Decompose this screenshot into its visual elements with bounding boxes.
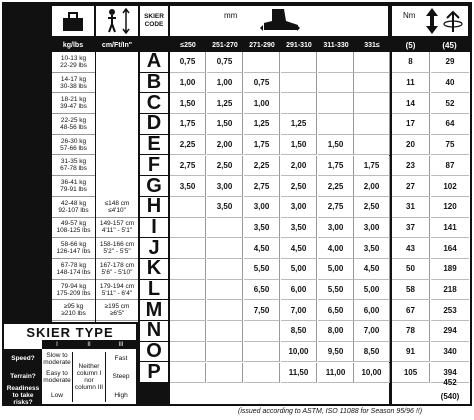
din-value: 4,50 [244, 238, 280, 259]
din-empty [170, 342, 206, 363]
din-value: 0,75 [207, 52, 243, 73]
din-empty [207, 218, 243, 239]
torque-value: 58 [392, 280, 430, 301]
weight-range: 67-78 kg 148-174 lbs [52, 259, 95, 280]
din-value: 1,75 [318, 156, 354, 177]
din-empty [207, 238, 243, 259]
din-empty [244, 363, 280, 384]
skier-type-col-II: II [87, 341, 91, 348]
din-empty [244, 342, 280, 363]
din-value: 2,50 [354, 197, 390, 218]
skier-code-d: D [140, 114, 168, 135]
din-value: 3,00 [354, 218, 390, 239]
skier-type-risk-label: Readiness to take risks? [6, 384, 40, 406]
torque-value: 75 [431, 135, 469, 156]
din-value: 1,25 [207, 93, 243, 114]
torque-value: 43 [392, 238, 430, 259]
din-value: 1,25 [281, 114, 317, 135]
weight-range: 26-30 kg 57-66 lbs [52, 135, 95, 156]
din-value: 10,00 [281, 342, 317, 363]
din-empty [170, 300, 206, 321]
din-value: 2,00 [354, 176, 390, 197]
skier-code-k: K [140, 259, 168, 280]
torque-value-extra: (540) [440, 391, 460, 401]
skier-type-neither: Neither column I nor column III [72, 352, 106, 402]
torque-value: 253 [431, 300, 469, 321]
din-value: 3,50 [281, 218, 317, 239]
boot-icon [258, 7, 302, 33]
din-value: 11,00 [318, 363, 354, 384]
skier-code-j: J [140, 238, 168, 259]
din-value: 5,50 [244, 259, 280, 280]
skier-code-e: E [140, 135, 168, 156]
torque-value: 189 [431, 259, 469, 280]
weight-range: 36-41 kg 79-91 lbs [52, 176, 95, 197]
din-value: 3,50 [354, 238, 390, 259]
din-value: 3,00 [281, 197, 317, 218]
torque-value: 37 [392, 218, 430, 239]
torque-value: 40 [431, 73, 469, 94]
din-value: 0,75 [170, 52, 206, 73]
din-empty [354, 135, 390, 156]
din-empty [170, 197, 206, 218]
torque-value: 20 [392, 135, 430, 156]
din-empty [354, 52, 390, 73]
height-range: 167-178 cm 5'6" - 5'10" [96, 259, 138, 280]
din-empty [354, 73, 390, 94]
boot-size-header: 291-310 [286, 41, 312, 49]
torque-value: 141 [431, 218, 469, 239]
torque-value: 14 [392, 93, 430, 114]
weight-range: 79-94 kg 175-209 lbs [52, 280, 95, 301]
torque-value: 29 [431, 52, 469, 73]
footer-note: (issued according to ASTM, ISO 11088 for Season 95/96 !!) [238, 408, 423, 415]
torque-value: 120 [431, 197, 469, 218]
weight-range: 42-48 kg 92-107 lbs [52, 197, 95, 218]
din-empty [244, 52, 280, 73]
skier-type-col-III: III [118, 341, 124, 348]
din-empty [170, 238, 206, 259]
din-value: 6,00 [354, 300, 390, 321]
skier-code-p: P [140, 363, 168, 384]
din-value: 3,50 [244, 218, 280, 239]
skier-code-header: SKIER CODE [140, 6, 168, 36]
din-value: 7,00 [354, 321, 390, 342]
weight-range: 31-35 kg 67-78 lbs [52, 156, 95, 177]
din-empty [318, 73, 354, 94]
din-value: 2,75 [318, 197, 354, 218]
skier-type-risk-I: Low [51, 391, 63, 399]
din-value: 2,00 [207, 135, 243, 156]
din-empty [281, 93, 317, 114]
din-value: 1,00 [244, 93, 280, 114]
din-empty [170, 218, 206, 239]
skier-code-g: G [140, 176, 168, 197]
skier-type-terrain-III: Steep [112, 373, 130, 380]
skier-code-a: A [140, 52, 168, 73]
torque-value: 102 [431, 176, 469, 197]
skier-type-speed-label: Speed? [11, 355, 35, 362]
din-value: 1,25 [244, 114, 280, 135]
din-value: 1,75 [354, 156, 390, 177]
weight-range: 18-21 kg 39-47 lbs [52, 93, 95, 114]
din-empty [207, 300, 243, 321]
din-empty [170, 321, 206, 342]
skier-code-b: B [140, 73, 168, 94]
torque-value: 218 [431, 280, 469, 301]
boot-size-header: 311-330 [323, 41, 349, 49]
din-value: 10,00 [354, 363, 390, 384]
boot-size-header: 331≤ [364, 41, 380, 49]
skier-type-title: SKIER TYPE [26, 324, 114, 340]
din-value: 7,00 [281, 300, 317, 321]
din-value: 1,50 [318, 135, 354, 156]
din-value: 4,50 [354, 259, 390, 280]
din-value: 4,00 [318, 238, 354, 259]
torque-value: 50 [392, 259, 430, 280]
nm-range-header: (45) [442, 40, 457, 50]
din-value: 1,50 [281, 135, 317, 156]
din-value: 6,00 [281, 280, 317, 301]
din-empty [170, 280, 206, 301]
din-value: 2,50 [281, 176, 317, 197]
weight-icon [59, 10, 87, 32]
skier-code-l: L [140, 280, 168, 301]
torque-value: 105 [392, 363, 430, 384]
torque-value: 8 [392, 52, 430, 73]
din-empty [318, 93, 354, 114]
din-value: 4,50 [281, 238, 317, 259]
torque-value: 78 [392, 321, 430, 342]
din-empty [170, 259, 206, 280]
din-empty [207, 342, 243, 363]
skier-code-h: H [140, 197, 168, 218]
height-icon-box [96, 6, 138, 36]
torque-value: 27 [392, 176, 430, 197]
skier-type-terrain-I: Easy to moderate [43, 369, 71, 384]
din-value: 5,00 [354, 280, 390, 301]
din-value: 5,50 [318, 280, 354, 301]
skier-type-risk-III: High [114, 391, 128, 399]
torque-value: 394 [431, 363, 469, 384]
torque-value: 87 [431, 156, 469, 177]
din-value: 1,75 [244, 135, 280, 156]
torque-value: 294 [431, 321, 469, 342]
mm-label: mm [224, 11, 238, 20]
din-value: 1,00 [207, 73, 243, 94]
cm-ft-label: cm/Ft/In" [101, 41, 133, 49]
height-range: ≤148 cm ≤4'10" [96, 197, 138, 218]
din-value: 1,50 [170, 93, 206, 114]
din-value: 2,75 [244, 176, 280, 197]
din-value: 2,00 [281, 156, 317, 177]
skier-type-col-I: I [56, 341, 58, 348]
din-empty [354, 93, 390, 114]
weight-range: 22-25 kg 48-56 lbs [52, 114, 95, 135]
torque-value-extra: 452 [443, 377, 457, 387]
din-empty [281, 73, 317, 94]
din-value: 3,50 [207, 197, 243, 218]
din-value: 3,00 [318, 218, 354, 239]
din-value: 3,00 [244, 197, 280, 218]
torque-value: 17 [392, 114, 430, 135]
weight-range: 58-66 kg 126-147 lbs [52, 238, 95, 259]
din-value: 2,25 [170, 135, 206, 156]
twist-icon [442, 10, 464, 34]
nm-label: Nm [403, 11, 416, 20]
height-range: 158-166 cm 5'2" - 5'5" [96, 238, 138, 259]
boot-size-header: 251-270 [212, 41, 238, 49]
torque-value: 11 [392, 73, 430, 94]
weight-range: 14-17 kg 30-38 lbs [52, 73, 95, 94]
bottom-left-fill [138, 383, 170, 404]
din-empty [207, 321, 243, 342]
din-value: 1,75 [170, 114, 206, 135]
din-value: 2,50 [207, 156, 243, 177]
torque-value: 23 [392, 156, 430, 177]
torque-arrow-icon [424, 7, 440, 35]
din-empty [281, 52, 317, 73]
torque-value: 52 [431, 93, 469, 114]
skier-code-f: F [140, 156, 168, 177]
din-value: 2,75 [170, 156, 206, 177]
torque-value: 340 [431, 342, 469, 363]
din-value: 1,50 [207, 114, 243, 135]
height-range: 179-194 cm 5'11" - 6'4" [96, 280, 138, 301]
height-range: ≥195 cm ≥6'5" [96, 300, 138, 321]
weight-range: 49-57 kg 108-125 lbs [52, 218, 95, 239]
skier-code-c: C [140, 93, 168, 114]
skier-type-terrain-label: Terrain? [10, 373, 36, 380]
din-empty [318, 114, 354, 135]
skier-code-i: I [140, 218, 168, 239]
din-value: 3,00 [207, 176, 243, 197]
torque-value: 91 [392, 342, 430, 363]
boot-size-header: ≤250 [180, 41, 196, 49]
din-value: 7,50 [244, 300, 280, 321]
weight-icon-box [52, 6, 94, 36]
din-empty [207, 259, 243, 280]
skier-type-speed-III: Fast [114, 355, 128, 362]
weight-range: 10-13 kg 22-29 lbs [52, 52, 95, 73]
din-empty [207, 280, 243, 301]
din-empty [318, 52, 354, 73]
skier-code-o: O [140, 342, 168, 363]
height-range: 149-157 cm 4'11" - 5'1" [96, 218, 138, 239]
din-value: 8,50 [354, 342, 390, 363]
din-empty [207, 363, 243, 384]
din-value: 8,50 [281, 321, 317, 342]
kg-lbs-label: kg/lbs [62, 41, 84, 49]
skier-code-m: M [140, 300, 168, 321]
torque-value: 31 [392, 197, 430, 218]
din-empty [244, 321, 280, 342]
nm-range-header: (5) [405, 40, 416, 50]
torque-value: 164 [431, 238, 469, 259]
boot-size-header: 271-290 [249, 41, 275, 49]
person-height-icon [100, 8, 134, 34]
torque-value: 64 [431, 114, 469, 135]
skier-code-n: N [140, 321, 168, 342]
din-value: 8,00 [318, 321, 354, 342]
din-value: 1,00 [170, 73, 206, 94]
left-margin [4, 52, 52, 322]
din-value: 3,50 [170, 176, 206, 197]
din-value: 6,50 [318, 300, 354, 321]
din-value: 5,00 [318, 259, 354, 280]
din-empty [354, 114, 390, 135]
din-value: 2,25 [244, 156, 280, 177]
din-empty [170, 363, 206, 384]
din-value: 0,75 [244, 73, 280, 94]
din-value: 6,50 [244, 280, 280, 301]
weight-range: ≥95 kg ≥210 lbs [52, 300, 95, 321]
torque-value: 67 [392, 300, 430, 321]
din-value: 5,00 [281, 259, 317, 280]
din-value: 9,50 [318, 342, 354, 363]
din-value: 11,50 [281, 363, 317, 384]
din-value: 2,25 [318, 176, 354, 197]
skier-type-speed-I: Slow to moderate [43, 351, 71, 366]
